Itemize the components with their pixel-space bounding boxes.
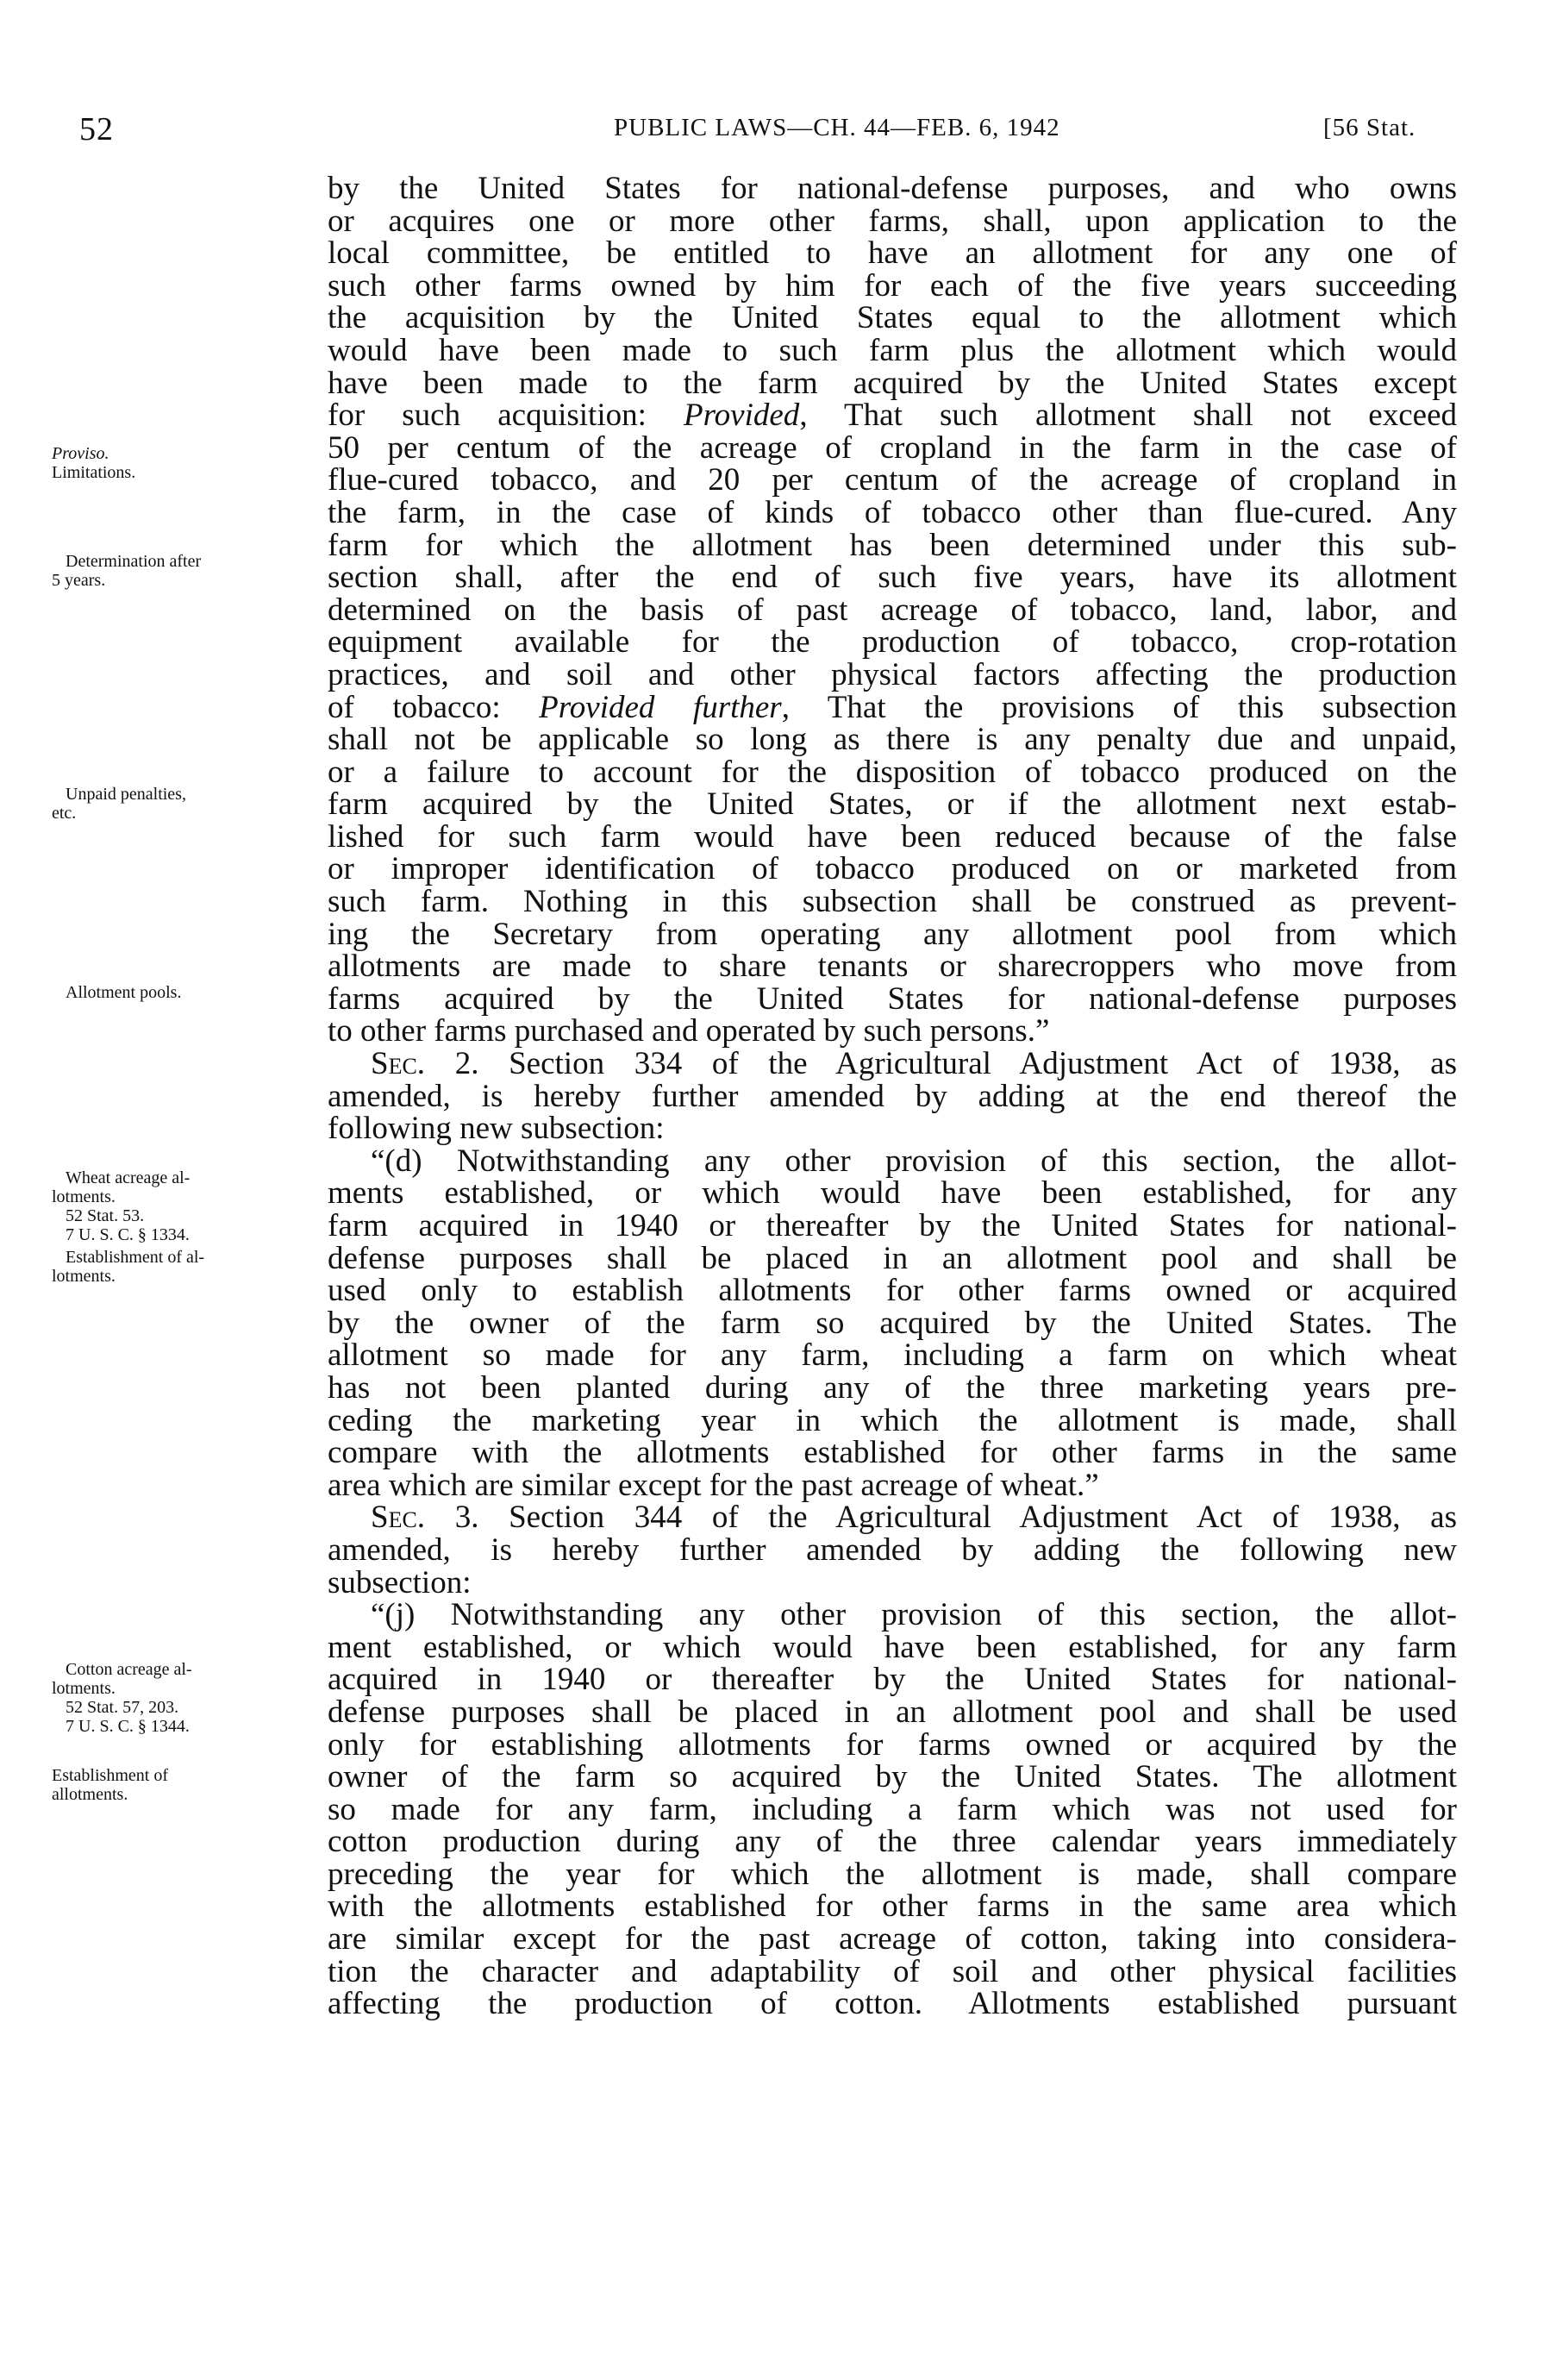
body-line: such farm. Nothing in this subsection shall be construed as prevent- xyxy=(328,884,1457,920)
body-line: cotton production during any of the three calendar years immediately xyxy=(328,1824,1457,1860)
body-line: such other farms owned by him for each of the five years succeeding xyxy=(328,267,1457,304)
wheat-est-line-2: lotments. xyxy=(52,1267,116,1286)
statute-body xyxy=(328,172,1457,2020)
body-line: by the owner of the farm so acquired by the United States. The xyxy=(328,1305,1457,1341)
body-line: or acquires one or more other farms, shall, upon application to the xyxy=(328,203,1457,239)
body-line: 50 per centum of the acreage of cropland in the farm in the case of xyxy=(328,429,1457,466)
body-line: following new subsection: xyxy=(328,1111,665,1147)
body-line: are similar except for the past acreage of cotton, taking into considera- xyxy=(328,1921,1457,1957)
body-line: to other farms purchased and operated by such persons.” xyxy=(328,1013,1050,1049)
body-line: owner of the farm so acquired by the United States. The allotment xyxy=(328,1759,1457,1795)
cotton-est-line-2: allotments. xyxy=(52,1785,128,1804)
body-line: farm acquired by the United States, or if the allotment next estab- xyxy=(328,786,1457,823)
body-line: by the United States for national-defense purposes, and who owns xyxy=(328,171,1457,206)
wheat-line-1: Wheat acreage al- xyxy=(66,1168,191,1187)
cotton-line-2: lotments. xyxy=(52,1679,116,1698)
subsection-d-start: “(d) Notwithstanding any other provision of this section, the allot- xyxy=(371,1143,1457,1179)
body-line: area which are similar except for the past acreage of wheat.” xyxy=(328,1467,1099,1503)
margin-note-wheat xyxy=(52,1168,310,1244)
body-line: have been made to the farm acquired by the United States except xyxy=(328,365,1457,401)
margin-note-determination xyxy=(52,552,310,590)
body-line: allotments are made to share tenants or sharecroppers who move from xyxy=(328,949,1457,985)
determination-line-2: 5 years. xyxy=(52,571,106,590)
body-line: local committee, be entitled to have an allotment for any one of xyxy=(328,235,1457,272)
body-line: farm acquired in 1940 or thereafter by the United States for national- xyxy=(328,1208,1457,1243)
limitations-label: Limitations. xyxy=(52,463,136,482)
body-line: preceding the year for which the allotment is made, shall compare xyxy=(328,1856,1457,1892)
body-line: ceding the marketing year in which the allotment is made, shall xyxy=(328,1402,1457,1438)
body-line: tion the character and adaptability of soil and other physical facilities xyxy=(328,1953,1457,1989)
body-line: practices, and soil and other physical factors affecting the production xyxy=(328,656,1457,692)
margin-note-cotton xyxy=(52,1660,310,1736)
cotton-line-4: 7 U. S. C. § 1344. xyxy=(66,1717,190,1736)
body-line: only for establishing allotments for farms owned or acquired by the xyxy=(328,1726,1457,1763)
body-line: allotment so made for any farm, including a farm on which wheat xyxy=(328,1337,1457,1374)
wheat-line-3: 52 Stat. 53. xyxy=(66,1206,145,1225)
body-line: with the allotments established for other farms in the same area which xyxy=(328,1888,1457,1925)
section-2-heading: Sec. 2. Section 334 of the Agricultural Adjustment Act of 1938, as xyxy=(371,1046,1457,1082)
body-line: has not been planted during any of the three marketing years pre- xyxy=(328,1369,1457,1406)
body-line: determined on the basis of past acreage of tobacco, land, labor, and xyxy=(328,592,1457,628)
body-line: defense purposes shall be placed in an allotment pool and shall be xyxy=(328,1240,1457,1276)
wheat-line-4: 7 U. S. C. § 1334. xyxy=(66,1225,190,1244)
body-line: the farm, in the case of kinds of tobacco other than flue-cured. Any xyxy=(328,494,1457,530)
body-line: flue-cured tobacco, and 20 per centum of the acreage of cropland in xyxy=(328,462,1457,498)
body-line: of tobacco: Provided further, That the provisions of this subsection xyxy=(328,689,1458,725)
running-head: PUBLIC LAWS—CH. 44—FEB. 6, 1942 xyxy=(614,114,1060,141)
subsection-j-start: “(j) Notwithstanding any other provision of this section, the allot- xyxy=(371,1597,1457,1633)
body-line: amended, is hereby further amended by adding at the end thereof the xyxy=(328,1078,1457,1114)
body-line: compare with the allotments established for other farms in the same xyxy=(328,1435,1457,1471)
cotton-line-1: Cotton acreage al- xyxy=(66,1660,192,1679)
body-line: farms acquired by the United States for national-defense purposes xyxy=(328,980,1457,1017)
cotton-est-line-1: Establishment of xyxy=(52,1766,168,1785)
body-line: equipment available for the production of tobacco, crop-rotation xyxy=(328,624,1457,661)
margin-note-unpaid xyxy=(52,785,310,823)
margin-note-cotton-establishment xyxy=(52,1766,310,1804)
margin-note-allotment-pools xyxy=(52,983,310,1002)
body-line: ments established, or which would have been established, for any xyxy=(328,1175,1457,1212)
body-line: amended, is hereby further amended by adding the following new xyxy=(328,1531,1457,1568)
running-header xyxy=(79,110,1459,153)
unpaid-line-2: etc. xyxy=(52,804,77,823)
margin-note-proviso xyxy=(52,444,310,482)
section-3-heading: Sec. 3. Section 344 of the Agricultural Adjustment Act of 1938, as xyxy=(371,1500,1457,1536)
body-line: ment established, or which would have been established, for any farm xyxy=(328,1629,1457,1665)
wheat-est-line-1: Establishment of al- xyxy=(66,1248,205,1267)
cotton-line-3: 52 Stat. 57, 203. xyxy=(66,1698,179,1717)
body-line: the acquisition by the United States equal to the allotment which xyxy=(328,300,1457,336)
statute-reference: [56 Stat. xyxy=(1323,114,1416,141)
margin-note-wheat-establishment xyxy=(52,1248,310,1286)
body-line: or a failure to account for the disposition of tobacco produced on the xyxy=(328,754,1457,790)
body-line: used only to establish allotments for other farms owned or acquired xyxy=(328,1273,1457,1309)
proviso-label: Proviso. xyxy=(52,444,109,463)
body-line: or improper identification of tobacco produced on or marketed from xyxy=(328,851,1457,887)
page-number: 52 xyxy=(79,111,114,147)
body-line: for such acquisition: Provided, That such allotment shall not exceed xyxy=(328,398,1457,434)
unpaid-line-1: Unpaid penalties, xyxy=(66,785,186,804)
body-line: shall not be applicable so long as there is any penalty due and unpaid, xyxy=(328,722,1457,758)
allotment-pools-label: Allotment pools. xyxy=(66,983,182,1002)
body-line: would have been made to such farm plus the allotment which would xyxy=(328,332,1457,368)
body-line: ing the Secretary from operating any allotment pool from which xyxy=(328,916,1457,952)
body-line: so made for any farm, including a farm which was not used for xyxy=(328,1791,1457,1827)
body-line: section shall, after the end of such five years, have its allotment xyxy=(328,560,1457,596)
body-line: lished for such farm would have been reduced because of the false xyxy=(328,818,1457,855)
body-line: acquired in 1940 or thereafter by the United States for national- xyxy=(328,1662,1457,1698)
wheat-line-2: lotments. xyxy=(52,1187,116,1206)
body-line: farm for which the allotment has been determined under this sub- xyxy=(328,527,1457,563)
determination-line-1: Determination after xyxy=(66,552,202,571)
body-line: defense purposes shall be placed in an allotment pool and shall be used xyxy=(328,1694,1457,1730)
body-line: affecting the production of cotton. Allotments established pursuant xyxy=(328,1986,1457,2022)
body-line: subsection: xyxy=(328,1564,472,1600)
